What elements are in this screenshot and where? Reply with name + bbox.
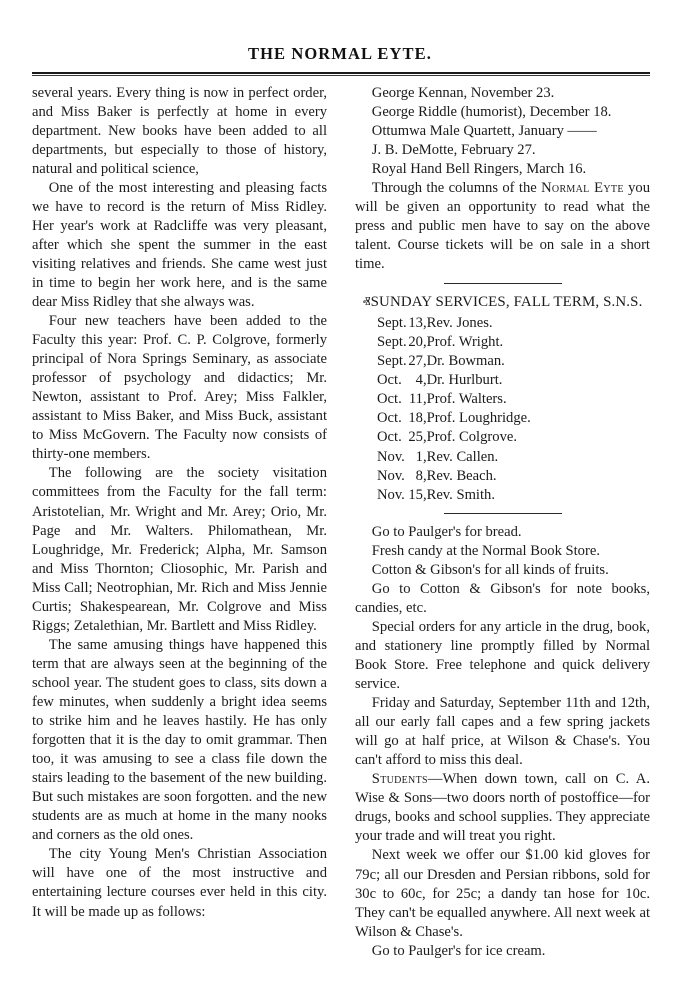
schedule-day: 27, xyxy=(408,353,427,370)
schedule-day: 11, xyxy=(408,391,427,408)
advertisement: Friday and Saturday, September 11th and 12th, all our early fall capes and a few spring jackets will go at half price, at Wilson & Chase's. You can't afford to miss this deal. xyxy=(355,695,650,769)
list-item: Royal Hand Bell Ringers, March 16. xyxy=(371,160,587,177)
table-row xyxy=(377,409,531,428)
schedule-speaker: Prof. Loughridge. xyxy=(426,410,531,427)
paragraph: The city Young Men's Christian Association will have one of the most instructive and entertaining lecture courses ever held in this city. It will be made up as follows: xyxy=(32,846,327,920)
table-row xyxy=(377,448,531,467)
table-row xyxy=(377,314,531,333)
schedule-day: 4, xyxy=(415,372,427,389)
table-row xyxy=(377,371,531,390)
ad-body: —When down town, call on C. A. Wise & Sons—two doors north of postoffice—for drugs, books and school supplies. They appreciate your trade and will treat you right. xyxy=(355,771,650,845)
lecture-course-note xyxy=(355,179,650,274)
paragraph: One of the most interesting and pleasing facts we have to record is the return of Miss Ridley. Her year's work at Radcliffe was very pleasant, after which she spent the summer in the east visiting relatives and friends. She came west just in time to begin her work here, and is the same dear Miss Ridley that she always was. xyxy=(32,179,327,311)
advertisement: Fresh candy at the Normal Book Store. xyxy=(371,542,600,559)
schedule-speaker: Prof. Colgrove. xyxy=(426,429,517,446)
schedule-speaker: Dr. Bowman. xyxy=(426,353,505,370)
table-row xyxy=(377,486,531,505)
right-column xyxy=(355,84,650,961)
publication-name: Normal Eyte xyxy=(541,179,624,196)
table-row xyxy=(377,333,531,352)
schedule-day: 25, xyxy=(408,429,427,446)
schedule-speaker: Prof. Wright. xyxy=(426,334,504,351)
paragraph: The following are the society visitation committees from the Faculty for the fall term: Aristotelian, Mr. Wright and Mr. Arey; Orio, Mr. Page and Mr. Walters. Philomathean, Mr. Loughridge, Mr. Frederick; Alpha, Mr. Samson and Miss Thornton; Cliosophic, Mr. Parish and Miss Call; Neotrophian, Mr. Rich and Miss Jennie Curtis; Shakespearean, Mr. Colgrove and Miss Riggs; Zetalethian, Mr. Bartlett and Miss Ridley. xyxy=(32,465,327,634)
advertisement: Go to Cotton & Gibson's for note books, candies, etc. xyxy=(355,580,650,616)
schedule-month: Oct. xyxy=(377,391,402,408)
schedule-month: Oct. xyxy=(377,410,402,427)
schedule-day: 15, xyxy=(408,486,427,503)
table-row xyxy=(377,428,531,447)
advertisement: Go to Paulger's for ice cream. xyxy=(371,942,546,959)
sunday-services-table xyxy=(377,314,531,504)
schedule-month: Nov. xyxy=(377,448,405,465)
page-title: THE NORMAL EYTE. xyxy=(247,44,432,63)
schedule-day: 13, xyxy=(408,315,427,332)
advertisement: Go to Paulger's for bread. xyxy=(371,523,522,540)
schedule-speaker: Dr. Hurlburt. xyxy=(426,372,503,389)
schedule-month: Nov. xyxy=(377,467,405,484)
list-item: J. B. DeMotte, February 27. xyxy=(371,141,536,158)
advertisement: Next week we offer our $1.00 kid gloves for 79c; all our Dresden and Persian ribbons, sold for 30c to 60c, for 25c; a dandy tan hose for 10c. They can't be equalled anywhere. All next week at Wilson & Chase's. xyxy=(355,847,650,940)
schedule-speaker: Rev. Smith. xyxy=(426,486,495,503)
left-column xyxy=(32,84,327,922)
section-heading-label: SUNDAY SERVICES, FALL TERM, S.N.S. xyxy=(370,294,643,311)
schedule-day: 20, xyxy=(408,334,427,351)
schedule-speaker: Rev. Beach. xyxy=(426,467,497,484)
schedule-month: Oct. xyxy=(377,429,402,446)
schedule-month: Nov. xyxy=(377,486,405,503)
schedule-day: 18, xyxy=(408,410,427,427)
schedule-month: Sept. xyxy=(377,353,407,370)
two-column-body xyxy=(0,84,680,961)
ad-lead-in: Students xyxy=(371,771,428,788)
schedule-day: 8, xyxy=(415,467,427,484)
list-item: George Kennan, November 23. xyxy=(371,84,555,101)
list-item: George Riddle (humorist), December 18. xyxy=(371,103,612,120)
table-row xyxy=(377,390,531,409)
note-suffix: you will be given an opportunity to read what the press and public men have to say on the above talent. Course tickets will be on sale in a short time. xyxy=(355,179,650,272)
schedule-speaker: Rev. Jones. xyxy=(426,315,493,332)
advertisement xyxy=(355,770,650,846)
section-divider xyxy=(444,283,562,284)
paragraph: Four new teachers have been added to the Faculty this year: Prof. C. P. Colgrove, formerly principal of Nora Springs Seminary, as associate professor of psychology and didactics; Mr. Newton, assistant to Prof. Arey; Miss Falkler, assistant to Miss Baker, and Miss Buck, assistant to Miss McGovern. The Faculty now consists of thirty-one members. xyxy=(32,313,327,463)
schedule-day: 1, xyxy=(415,448,427,465)
section-divider xyxy=(444,513,562,514)
schedule-speaker: Prof. Walters. xyxy=(426,391,507,408)
advertisement: Cotton & Gibson's for all kinds of fruits. xyxy=(371,561,609,578)
header-rule xyxy=(32,72,650,76)
paragraph: The same amusing things have happened this term that are always seen at the beginning of the school year. The student goes to class, sits down a few minutes, when suddenly a bright idea seems to strike him and he leaves hastily. He has only forgotten that it is the day to omit grammar. Then too, it was amusing to see a class file down the stairs leading to the basement of the new building. But such mistakes are soon forgotten. and the new students are as much at home in the many nooks and corners as the old ones. xyxy=(32,636,327,844)
table-row xyxy=(377,467,531,486)
table-row xyxy=(377,352,531,371)
lecture-course-list xyxy=(355,84,650,179)
section-heading xyxy=(355,292,650,312)
schedule-speaker: Rev. Callen. xyxy=(426,448,499,465)
paragraph: several years. Every thing is now in perfect order, and Miss Baker is perfectly at home in every department. New books have been added to all departments, but especially to those of history, natural and political science, xyxy=(32,84,327,177)
advertisement: Special orders for any article in the drug, book, and stationery line promptly filled by Normal Book Store. Free telephone and quick delivery service. xyxy=(355,618,650,693)
note-prefix: Through the columns of the xyxy=(371,179,542,196)
schedule-month: Sept. xyxy=(377,334,407,351)
list-item: Ottumwa Male Quartett, January —— xyxy=(371,122,597,139)
schedule-month: Sept. xyxy=(377,315,407,332)
schedule-month: Oct. xyxy=(377,372,402,389)
leader-mark-icon: Ⱏ xyxy=(362,293,371,308)
